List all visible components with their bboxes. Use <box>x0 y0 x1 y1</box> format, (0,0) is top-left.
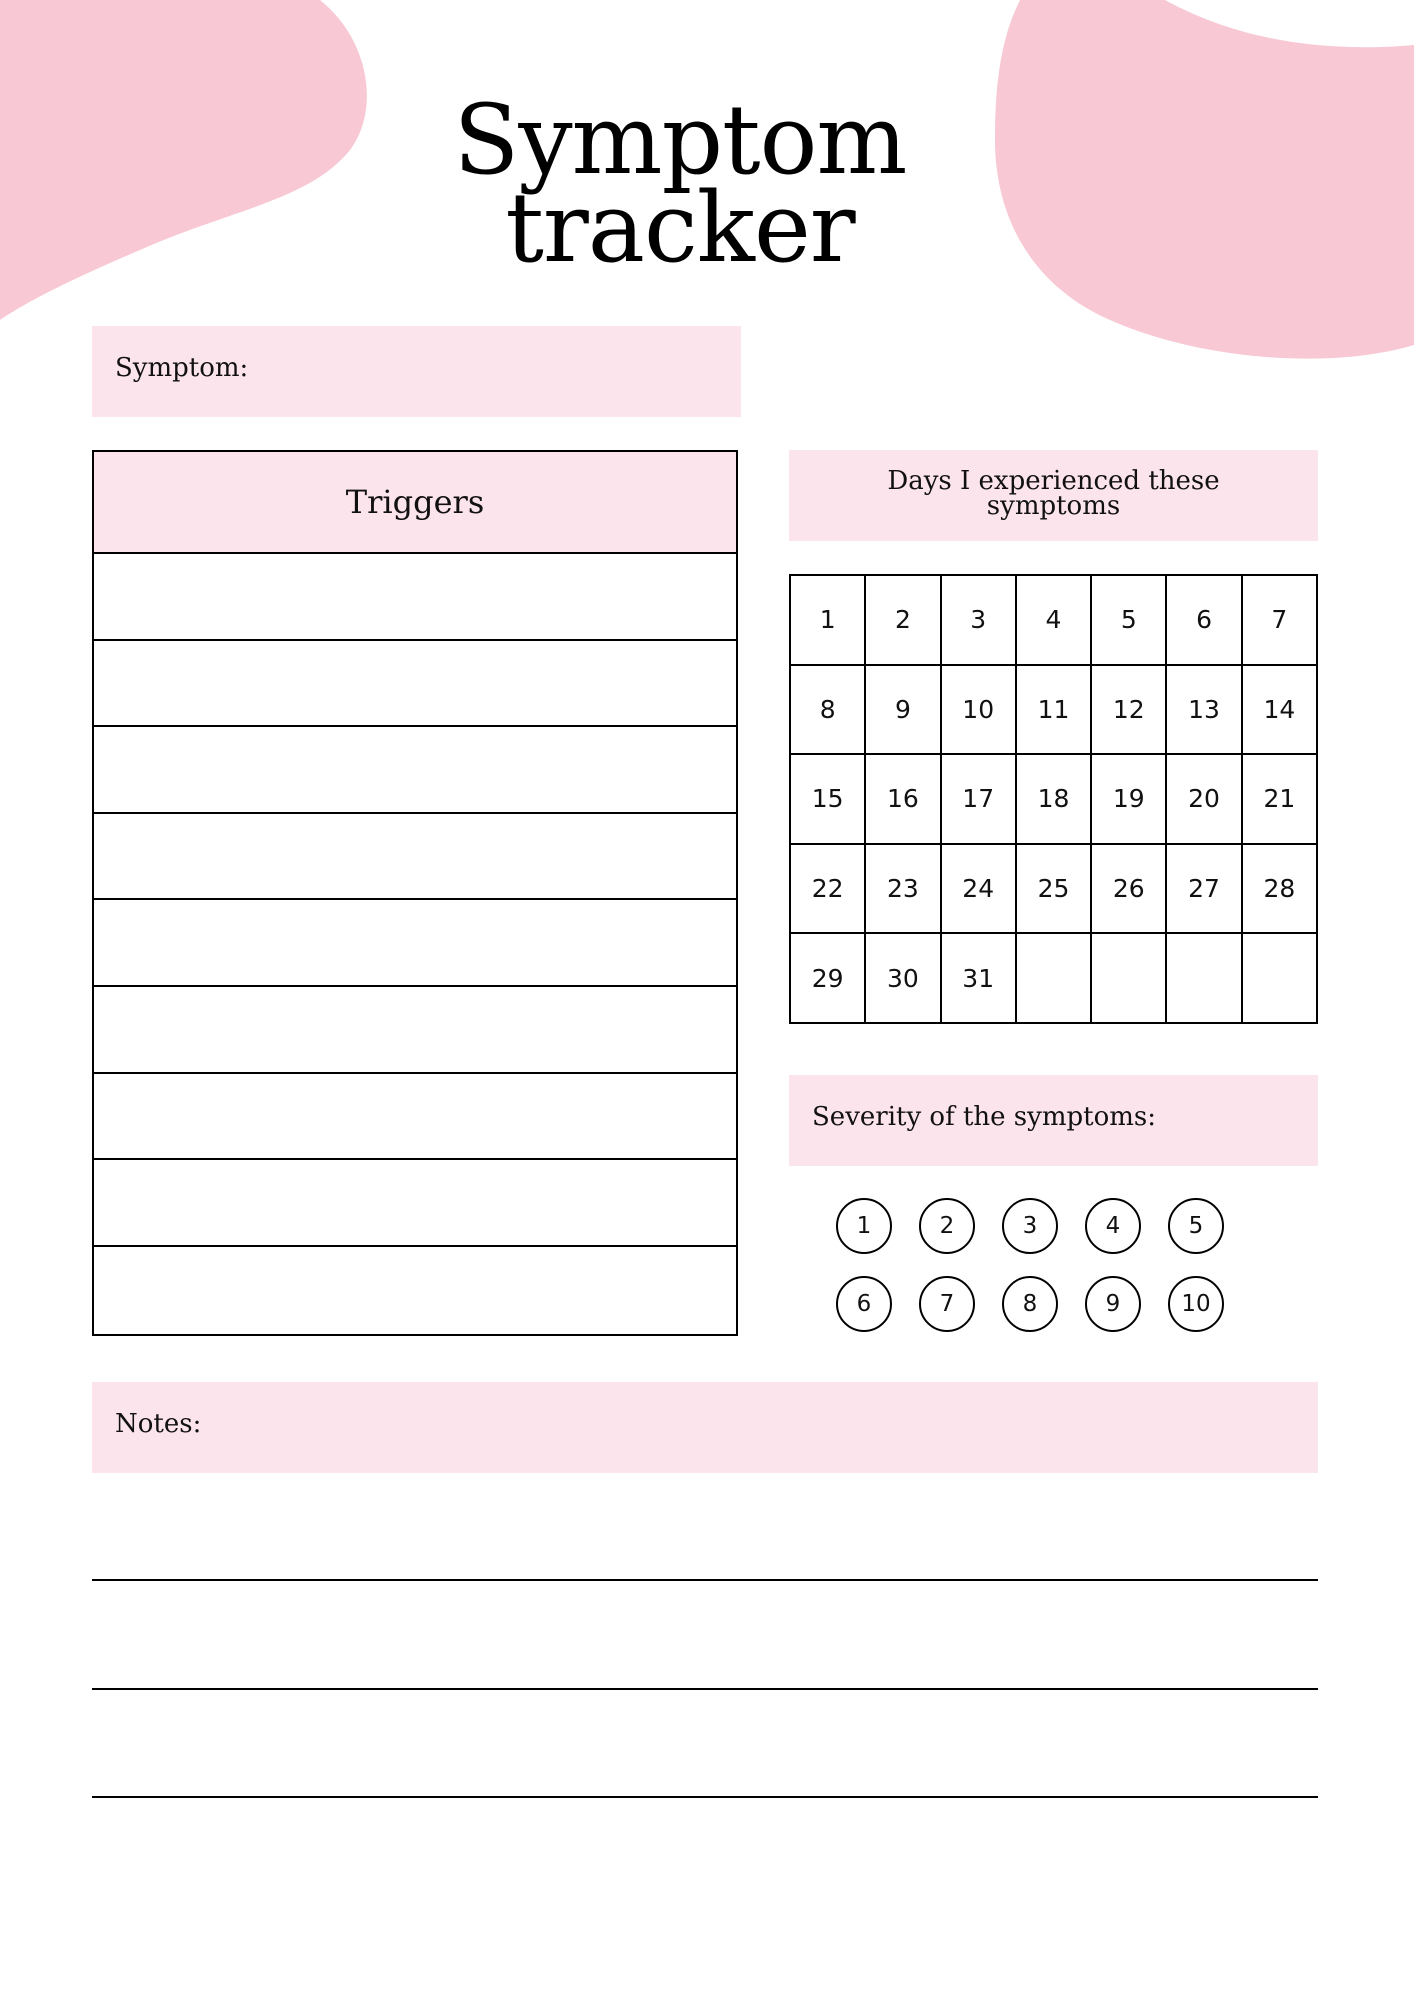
calendar-week <box>790 754 1317 844</box>
notes-box <box>92 1382 1318 1473</box>
calendar-day[interactable]: 4 <box>1016 575 1091 665</box>
calendar-day[interactable]: 21 <box>1242 754 1317 844</box>
calendar-day[interactable]: 18 <box>1016 754 1091 844</box>
calendar-day[interactable]: 6 <box>1166 575 1241 665</box>
calendar-day[interactable]: 2 <box>865 575 940 665</box>
severity-option[interactable]: 1 <box>836 1198 892 1254</box>
note-line[interactable] <box>92 1579 1318 1581</box>
calendar-day[interactable]: 14 <box>1242 665 1317 755</box>
notes-label: Notes: <box>115 1409 202 1439</box>
calendar-day[interactable]: 11 <box>1016 665 1091 755</box>
calendar-day[interactable]: 22 <box>790 844 865 934</box>
calendar-day[interactable]: 25 <box>1016 844 1091 934</box>
days-heading-line-2: symptoms <box>986 491 1121 521</box>
calendar-day[interactable]: 5 <box>1091 575 1166 665</box>
calendar-day[interactable]: 26 <box>1091 844 1166 934</box>
calendar-day[interactable]: 16 <box>865 754 940 844</box>
triggers-table <box>92 450 738 1336</box>
severity-option[interactable]: 7 <box>919 1276 975 1332</box>
triggers-rows <box>94 554 736 1333</box>
calendar-week <box>790 575 1317 665</box>
severity-option[interactable]: 4 <box>1085 1198 1141 1254</box>
severity-option[interactable]: 3 <box>1002 1198 1058 1254</box>
calendar-day[interactable] <box>1166 933 1241 1023</box>
calendar-day[interactable]: 28 <box>1242 844 1317 934</box>
trigger-row[interactable] <box>94 900 736 987</box>
calendar-day[interactable]: 20 <box>1166 754 1241 844</box>
title-line-1: Symptom <box>453 84 907 196</box>
calendar-day[interactable]: 19 <box>1091 754 1166 844</box>
calendar-day[interactable] <box>1242 933 1317 1023</box>
calendar-day[interactable] <box>1016 933 1091 1023</box>
calendar-day[interactable]: 31 <box>941 933 1016 1023</box>
calendar-week <box>790 665 1317 755</box>
calendar-day[interactable]: 23 <box>865 844 940 934</box>
calendar-day[interactable]: 1 <box>790 575 865 665</box>
trigger-row[interactable] <box>94 814 736 901</box>
note-line[interactable] <box>92 1688 1318 1690</box>
calendar-week <box>790 844 1317 934</box>
calendar-day[interactable]: 27 <box>1166 844 1241 934</box>
title-line-2: tracker <box>505 172 855 284</box>
calendar-day[interactable]: 17 <box>941 754 1016 844</box>
trigger-row[interactable] <box>94 1160 736 1247</box>
days-calendar <box>789 574 1318 1024</box>
severity-option[interactable]: 10 <box>1168 1276 1224 1332</box>
trigger-row[interactable] <box>94 1074 736 1161</box>
severity-option[interactable]: 2 <box>919 1198 975 1254</box>
symptom-label: Symptom: <box>115 353 249 383</box>
days-heading-line-1: Days I experienced these <box>887 466 1220 496</box>
calendar-day[interactable]: 30 <box>865 933 940 1023</box>
note-line[interactable] <box>92 1796 1318 1798</box>
calendar-day[interactable]: 24 <box>941 844 1016 934</box>
trigger-row[interactable] <box>94 641 736 728</box>
triggers-heading: Triggers <box>94 452 736 554</box>
severity-option[interactable]: 6 <box>836 1276 892 1332</box>
calendar-day[interactable] <box>1091 933 1166 1023</box>
calendar-day[interactable]: 7 <box>1242 575 1317 665</box>
severity-option[interactable]: 5 <box>1168 1198 1224 1254</box>
calendar-day[interactable]: 3 <box>941 575 1016 665</box>
severity-option[interactable]: 8 <box>1002 1276 1058 1332</box>
calendar-day[interactable]: 9 <box>865 665 940 755</box>
calendar-day[interactable]: 13 <box>1166 665 1241 755</box>
calendar-day[interactable]: 29 <box>790 933 865 1023</box>
severity-option[interactable]: 9 <box>1085 1276 1141 1332</box>
calendar-day[interactable]: 10 <box>941 665 1016 755</box>
days-heading-box <box>789 450 1318 541</box>
calendar-day[interactable]: 8 <box>790 665 865 755</box>
severity-label: Severity of the symptoms: <box>812 1102 1156 1132</box>
trigger-row[interactable] <box>94 727 736 814</box>
calendar-day[interactable]: 12 <box>1091 665 1166 755</box>
calendar-week <box>790 933 1317 1023</box>
trigger-row[interactable] <box>94 987 736 1074</box>
trigger-row[interactable] <box>94 554 736 641</box>
calendar-day[interactable]: 15 <box>790 754 865 844</box>
trigger-row[interactable] <box>94 1247 736 1334</box>
